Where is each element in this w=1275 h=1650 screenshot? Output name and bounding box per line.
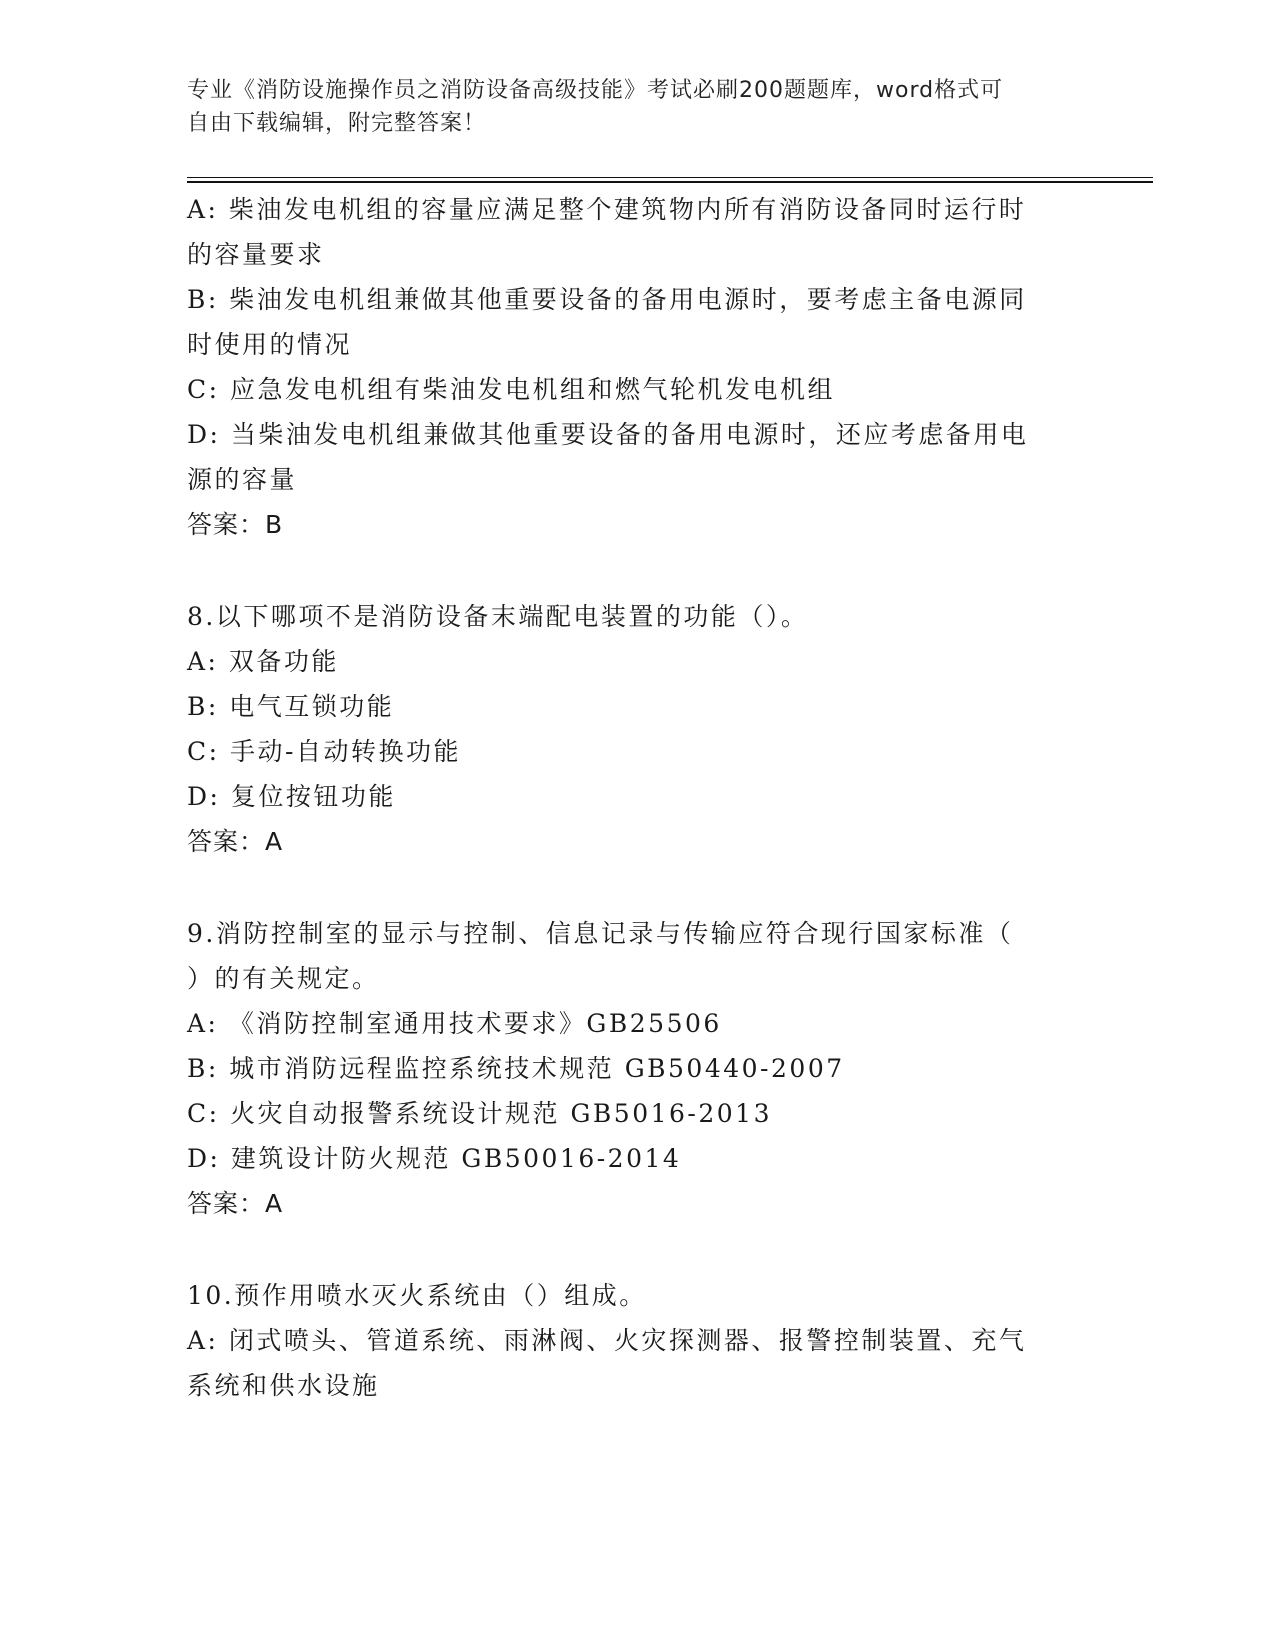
question-8 (187, 594, 1077, 864)
question-content (187, 187, 1077, 1408)
option-d: D: 建筑设计防火规范 GB50016-2014 (187, 1144, 682, 1173)
option-b-line-2: 时使用的情况 (187, 330, 353, 359)
answer: 答案：B (187, 510, 284, 539)
header-line-2: 自由下载编辑，附完整答案！ (187, 111, 487, 136)
option-b-line-1: B: 柴油发电机组兼做其他重要设备的备用电源时，要考虑主备电源同 (187, 285, 1027, 314)
question-10 (187, 1273, 1077, 1408)
answer: 答案：A (187, 1189, 284, 1218)
question-text-line-2: ）的有关规定。 (187, 964, 380, 993)
option-a-line-1: A: 闭式喷头、管道系统、雨淋阀、火灾探测器、报警控制装置、充气 (187, 1326, 1027, 1355)
question-9 (187, 911, 1077, 1226)
option-d-line-2: 源的容量 (187, 465, 298, 494)
option-c: C: 火灾自动报警系统设计规范 GB5016-2013 (187, 1099, 772, 1128)
question-text: 10.预作用喷水灭火系统由（）组成。 (187, 1281, 647, 1310)
option-a-line-2: 的容量要求 (187, 240, 325, 269)
option-a-line-2: 系统和供水设施 (187, 1371, 380, 1400)
question-text: 8.以下哪项不是消防设备末端配电装置的功能（）。 (187, 602, 809, 631)
header-divider-thin (187, 177, 1153, 178)
option-b: B: 城市消防远程监控系统技术规范 GB50440-2007 (187, 1054, 845, 1083)
question-7 (187, 187, 1077, 547)
option-d-line-1: D: 当柴油发电机组兼做其他重要设备的备用电源时，还应考虑备用电 (187, 420, 1029, 449)
header-line-1: 专业《消防设施操作员之消防设备高级技能》考试必刷200题题库，word格式可 (187, 78, 1004, 103)
header-divider-thick (187, 181, 1153, 183)
option-b: B: 电气互锁功能 (187, 692, 395, 721)
option-d: D: 复位按钮功能 (187, 782, 396, 811)
option-a-line-1: A: 柴油发电机组的容量应满足整个建筑物内所有消防设备同时运行时 (187, 195, 1027, 224)
option-a: A: 《消防控制室通用技术要求》GB25506 (187, 1009, 722, 1038)
answer: 答案：A (187, 827, 284, 856)
option-a: A: 双备功能 (187, 647, 339, 676)
option-c: C: 手动-自动转换功能 (187, 737, 461, 766)
page-header (187, 74, 1067, 140)
option-c: C: 应急发电机组有柴油发电机组和燃气轮机发电机组 (187, 375, 836, 404)
question-text-line-1: 9.消防控制室的显示与控制、信息记录与传输应符合现行国家标准（ (187, 919, 1014, 948)
